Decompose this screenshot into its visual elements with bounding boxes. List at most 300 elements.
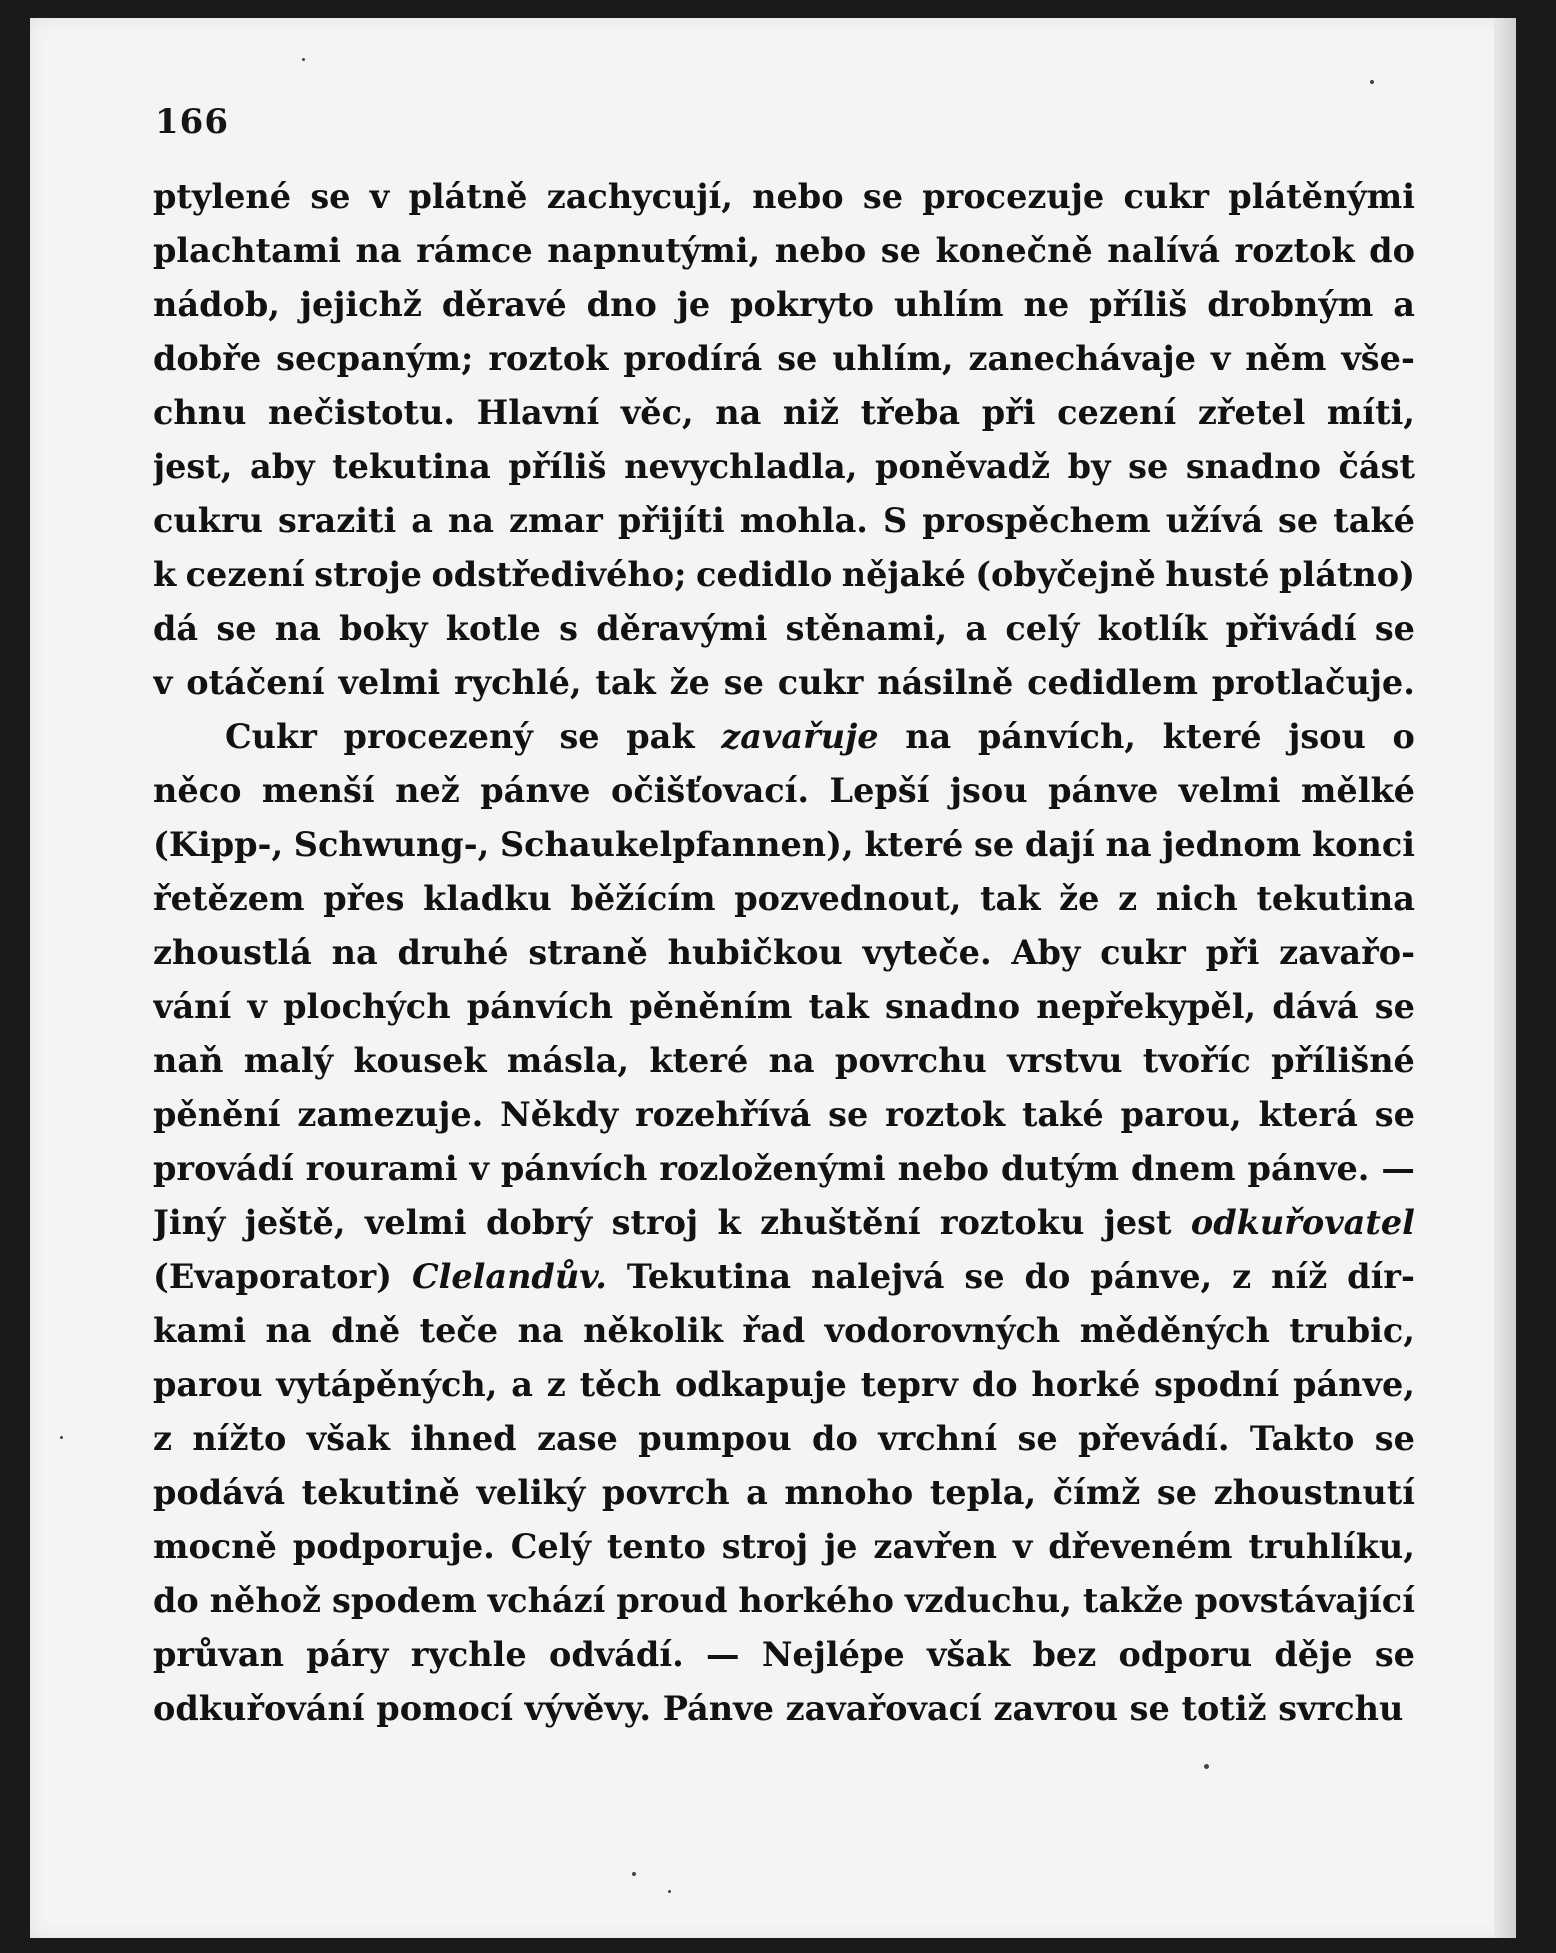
word: se (310, 177, 351, 216)
word: trubic, (1289, 1311, 1415, 1350)
word: na (905, 717, 952, 756)
word: plátěnými (1228, 177, 1415, 216)
text-line (153, 1034, 1415, 1088)
word: boky (339, 609, 428, 648)
word: z (1118, 879, 1138, 918)
word: přivádí (1225, 609, 1357, 648)
word: se (723, 663, 764, 702)
word: přijíti (617, 501, 725, 540)
word: plátně (408, 177, 528, 216)
word: mocně (153, 1527, 277, 1566)
word: přes (323, 879, 405, 918)
word: měděných (1079, 1311, 1270, 1350)
word: zhoustnutí (1213, 1473, 1415, 1512)
page-edge (1494, 18, 1516, 1938)
text-line (153, 386, 1415, 440)
word: Takto (1249, 1419, 1355, 1458)
word: prodírá (623, 339, 763, 378)
word: zhuštění (760, 1203, 921, 1242)
word: cukru (153, 501, 263, 540)
word: se (880, 231, 921, 270)
word: rychle (410, 1635, 527, 1674)
word: dně (331, 1311, 401, 1350)
word: pěnění (153, 1095, 281, 1134)
word: celý (1005, 609, 1080, 648)
word: másla, (506, 1041, 630, 1080)
word: však (926, 1635, 1011, 1674)
text-line (153, 602, 1415, 656)
speck-mark (1204, 1764, 1209, 1769)
word: procezuje (922, 177, 1105, 216)
word: rámce (416, 231, 533, 270)
word: při (1205, 933, 1260, 972)
word: pozvednout, (734, 879, 962, 918)
word: a (965, 609, 988, 648)
word: rozloženými (659, 1149, 886, 1188)
word: prospěchem (922, 501, 1151, 540)
word: malý (243, 1041, 334, 1080)
text-line (153, 1088, 1415, 1142)
text-line (153, 1466, 1415, 1520)
word: druhé (397, 933, 509, 972)
word: v (1210, 339, 1231, 378)
word: rozehřívá (635, 1095, 812, 1134)
word: zavařo- (1279, 933, 1415, 972)
word: násilně (877, 663, 1014, 702)
speck-mark (1370, 80, 1374, 84)
word: pak (626, 717, 695, 756)
word: pomocí (376, 1689, 513, 1728)
text-line (153, 1196, 1415, 1250)
word: uhlím, (832, 339, 954, 378)
word: kami (153, 1311, 247, 1350)
word: do (812, 1419, 858, 1458)
word: něco (153, 771, 242, 810)
word: vyteče. (862, 933, 992, 972)
word: Schwung-, (293, 825, 490, 864)
word: parou (153, 1365, 263, 1404)
word: plachtami (153, 231, 341, 270)
word: (Kipp-, (153, 825, 284, 864)
word: nalívá (1107, 231, 1220, 270)
word: menší (261, 771, 375, 810)
word: se (973, 825, 1015, 864)
word: Lepší (829, 771, 930, 810)
word: husté (1165, 555, 1270, 594)
word: by (1067, 447, 1111, 486)
word: s (559, 609, 578, 648)
word: pěněním (629, 987, 793, 1026)
word: děravé (441, 285, 567, 324)
word: kladku (423, 879, 552, 918)
speck-mark (60, 1436, 63, 1439)
word: na (768, 1041, 815, 1080)
text-line (153, 1412, 1415, 1466)
word: cezení (185, 555, 305, 594)
word: v (153, 663, 173, 702)
word: příliš (1089, 285, 1188, 324)
word: a (1393, 285, 1415, 324)
word: něm (1245, 339, 1327, 378)
word: teprv (860, 1365, 958, 1404)
word: se (1374, 609, 1415, 648)
text-line (153, 1520, 1415, 1574)
word: pánve. (1247, 1149, 1370, 1188)
word: stroje (314, 555, 422, 594)
word: bez (1032, 1635, 1097, 1674)
word: ihned (410, 1419, 517, 1458)
text-line (153, 170, 1415, 224)
word: je (676, 285, 711, 324)
word: drobným (1207, 285, 1374, 324)
word: kotlík (1097, 609, 1208, 648)
word: povrchu (834, 1041, 987, 1080)
word: že (1059, 879, 1100, 918)
body-text (153, 170, 1415, 1736)
word: se (1017, 1419, 1058, 1458)
word: hubičkou (667, 933, 843, 972)
word: roztok (1234, 231, 1355, 270)
word: nevychladla, (624, 447, 858, 486)
word: S (882, 501, 908, 540)
word: proud (616, 1581, 728, 1620)
word: konečně (935, 231, 1093, 270)
word: zase (536, 1419, 618, 1458)
word: poněvadž (875, 447, 1051, 486)
word: pánvích, (977, 717, 1136, 756)
word: o (1392, 717, 1415, 756)
word: něhož (209, 1581, 322, 1620)
word: na (331, 933, 378, 972)
word: jest (1103, 1203, 1172, 1242)
word: nich (1155, 879, 1238, 918)
word: jest, (153, 447, 233, 486)
word: napnutými, (547, 231, 761, 270)
speck-mark (632, 1872, 636, 1876)
word: snadno (885, 987, 1021, 1026)
word: tekutina (1256, 879, 1415, 918)
word: zřetel (1197, 393, 1306, 432)
word: podporuje. (292, 1527, 495, 1566)
word: Jiný (153, 1203, 226, 1242)
word: odkapuje (674, 1365, 847, 1404)
word: děravými (596, 609, 768, 648)
word: dnem (1131, 1149, 1236, 1188)
word: nebo (897, 1149, 990, 1188)
word: vzduchu, (904, 1581, 1072, 1620)
text-line (153, 332, 1415, 386)
word: Celý (510, 1527, 591, 1566)
word: tento (606, 1527, 706, 1566)
word: odkuřování (153, 1689, 365, 1728)
word: zachycují, (546, 177, 733, 216)
word: niž (782, 393, 839, 432)
word: stěnami, (785, 609, 948, 648)
word: odstředivého; (431, 555, 687, 594)
word: užívá (1165, 501, 1264, 540)
word: stroj (721, 1527, 809, 1566)
word: jsou (1288, 717, 1366, 756)
word: ptylené (153, 177, 292, 216)
word: se (216, 609, 257, 648)
word: ne (1023, 285, 1070, 324)
word: se (1374, 1635, 1415, 1674)
word: čímž (1052, 1473, 1141, 1512)
word: děje (1274, 1635, 1353, 1674)
word: dřeveném (1048, 1527, 1233, 1566)
text-line (153, 548, 1415, 602)
speck-mark (302, 58, 305, 61)
word: — (1381, 1149, 1415, 1188)
word: že (669, 663, 710, 702)
word: Tekutina (626, 1257, 792, 1296)
text-line (153, 1628, 1415, 1682)
word: k (153, 555, 177, 594)
word: na (274, 609, 321, 648)
page-number: 166 (155, 102, 229, 142)
word: těch (579, 1365, 662, 1404)
word: roztok (488, 339, 609, 378)
word: vytápěných, (276, 1365, 498, 1404)
word: velmi (1178, 771, 1281, 810)
word: horké (1031, 1365, 1141, 1404)
word: třeba (860, 393, 961, 432)
word: tekutina (332, 447, 491, 486)
word: cukr (777, 663, 864, 702)
word: kousek (353, 1041, 487, 1080)
text-line (153, 872, 1415, 926)
text-line (153, 278, 1415, 332)
text-line (153, 1682, 1415, 1736)
word: která (1258, 1095, 1358, 1134)
word: pokryto (730, 285, 875, 324)
word: dává (1272, 987, 1359, 1026)
word: Pánve (662, 1689, 774, 1728)
word: průvan (153, 1635, 284, 1674)
word: část (1338, 447, 1415, 486)
word: provádí (153, 1149, 294, 1188)
word: na (517, 1311, 564, 1350)
word: (Evaporator) (153, 1257, 392, 1296)
word: pánve, (1090, 1257, 1213, 1296)
word: pánve (1048, 771, 1159, 810)
word: a (511, 1365, 533, 1404)
word: vývěvy. (524, 1689, 652, 1728)
word: očišťovací. (610, 771, 810, 810)
word: se (777, 339, 818, 378)
word: roztoku (939, 1203, 1085, 1242)
word: jejichž (299, 285, 422, 324)
text-line (153, 764, 1415, 818)
word: Schaukelpfannen), (499, 825, 854, 864)
word: však (306, 1419, 390, 1458)
word: procezený (343, 717, 533, 756)
text-line (153, 926, 1415, 980)
word: nebo (752, 177, 844, 216)
word: několik (583, 1311, 723, 1350)
word: tak (808, 987, 869, 1026)
word: v (469, 1149, 489, 1188)
word: příliš (508, 447, 607, 486)
word: uhlím (893, 285, 1004, 324)
word: přílišné (1271, 1041, 1415, 1080)
word: se (559, 717, 600, 756)
word: veliký (476, 1473, 586, 1512)
word: aby (250, 447, 315, 486)
word: teče (419, 1311, 499, 1350)
text-line (153, 1574, 1415, 1628)
text-line (153, 494, 1415, 548)
word: plochých (283, 987, 451, 1026)
word: se (828, 1095, 869, 1134)
word: než (395, 771, 460, 810)
word: pánve, (1293, 1365, 1415, 1404)
word: které (864, 825, 964, 864)
text-line (153, 656, 1415, 710)
word: plátno) (1279, 555, 1415, 594)
word: odvádí. (548, 1635, 684, 1674)
word: takže (1082, 1581, 1184, 1620)
word: kotle (445, 609, 541, 648)
word: na (447, 501, 494, 540)
word: tepla, (929, 1473, 1037, 1512)
word: řad (742, 1311, 806, 1350)
word: se (964, 1257, 1005, 1296)
word: Nejlépe (761, 1635, 905, 1674)
word: vodorovných (824, 1311, 1061, 1350)
word: spodem (332, 1581, 477, 1620)
word: do (153, 1581, 199, 1620)
word: cezení (1057, 393, 1177, 432)
word: se (1128, 447, 1169, 486)
word: vrchní (878, 1419, 998, 1458)
word: tekutině (301, 1473, 460, 1512)
word: vrstvu (1007, 1041, 1123, 1080)
word: spodní (1154, 1365, 1280, 1404)
word: totiž (1181, 1689, 1267, 1728)
word: nalejvá (811, 1257, 945, 1296)
word: v (1012, 1527, 1033, 1566)
word: zhoustlá (153, 933, 312, 972)
word: míti, (1326, 393, 1415, 432)
word: — (706, 1635, 740, 1674)
word: na (265, 1311, 312, 1350)
word: nepřekypěl, (1036, 987, 1257, 1026)
word: horkého (738, 1581, 894, 1620)
word: dír- (1347, 1257, 1415, 1296)
word: dutým (1000, 1149, 1120, 1188)
word: nížto (192, 1419, 287, 1458)
word: cukr (1100, 933, 1186, 972)
word: také (1021, 1095, 1104, 1134)
text-line (153, 1358, 1415, 1412)
word: se (1374, 1095, 1415, 1134)
word: se (1374, 987, 1415, 1026)
word: pánve (480, 771, 591, 810)
word: cedidlo (695, 555, 833, 594)
word: (obyčejně (975, 555, 1156, 594)
word: sraziti (278, 501, 397, 540)
word: také (1333, 501, 1415, 540)
word: pánvích (466, 987, 614, 1026)
word: mělké (1300, 771, 1415, 810)
word: ještě, (244, 1203, 346, 1242)
word: vše- (1341, 339, 1415, 378)
word: odporu (1118, 1635, 1253, 1674)
word: nebo (774, 231, 867, 270)
word: nádob, (153, 285, 280, 324)
word: Hlavní (476, 393, 600, 432)
word: věc, (620, 393, 694, 432)
word: páry (306, 1635, 389, 1674)
word: tak (980, 879, 1041, 918)
word: snadno (1185, 447, 1321, 486)
text-line (153, 440, 1415, 494)
word: Aby (1011, 933, 1081, 972)
word: v (247, 987, 267, 1026)
word: cedidlem (1027, 663, 1198, 702)
word: svrchu (1278, 1689, 1404, 1728)
word: vchází (487, 1581, 606, 1620)
speck-mark (668, 1890, 671, 1893)
word: otáčení (186, 663, 325, 702)
word: parou, (1120, 1095, 1242, 1134)
word: zavařuje (721, 717, 879, 756)
word: se (862, 177, 904, 216)
word: pánvích (500, 1149, 648, 1188)
word: mnoho (784, 1473, 914, 1512)
word: dá (153, 609, 199, 648)
text-line (153, 1250, 1415, 1304)
word: do (1369, 231, 1415, 270)
word: z (153, 1419, 173, 1458)
word: se (1129, 1689, 1170, 1728)
word: vání (153, 987, 232, 1026)
word: zamezuje. (297, 1095, 484, 1134)
word: secpaným; (276, 339, 474, 378)
word: dno (586, 285, 657, 324)
word: Clelandův. (411, 1257, 607, 1296)
word: z (1232, 1257, 1252, 1296)
text-line (153, 710, 1415, 764)
word: chnu (153, 393, 247, 432)
word: dají (1024, 825, 1095, 864)
text-line (153, 980, 1415, 1034)
text-line (153, 1142, 1415, 1196)
word: zavrou (993, 1689, 1118, 1728)
word: rourami (305, 1149, 458, 1188)
word: nečistotu. (268, 393, 456, 432)
word: dobrý (485, 1203, 593, 1242)
word: tvoříc (1142, 1041, 1251, 1080)
word: dobře (153, 339, 262, 378)
word: jsou (949, 771, 1028, 810)
word: zmar (509, 501, 603, 540)
word: Cukr (225, 717, 317, 756)
word: nějaké (841, 555, 966, 594)
book-page (30, 18, 1516, 1938)
word: mohla. (739, 501, 868, 540)
word: běžícím (570, 879, 716, 918)
word: straně (528, 933, 648, 972)
word: odkuřovatel (1190, 1203, 1415, 1242)
word: je (824, 1527, 858, 1566)
word: zavařovací (785, 1689, 982, 1728)
word: na (715, 393, 762, 432)
word: roztok (885, 1095, 1006, 1134)
word: k (717, 1203, 741, 1242)
word: se (1156, 1473, 1198, 1512)
